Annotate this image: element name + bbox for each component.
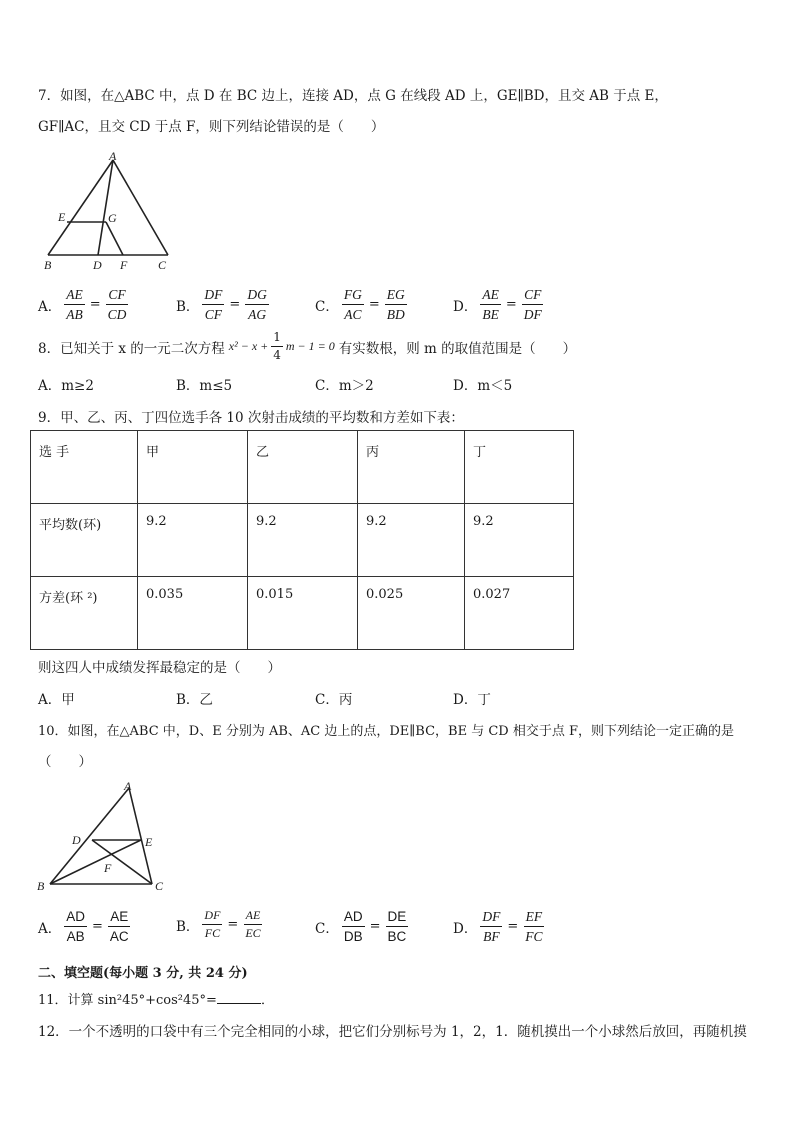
q10-label-e: E (145, 835, 153, 849)
q11-stem: 11．计算 sin²45°+cos²45°= ． (38, 989, 274, 1008)
q7-label-f: F (120, 258, 128, 272)
q8-option-c[interactable]: C．m＞2 (315, 378, 374, 394)
q9-score-table (30, 430, 574, 650)
q7-label-e: E (58, 210, 66, 224)
q7-line1: 7．如图，在△ABC 中，点 D 在 BC 边上，连接 AD，点 G 在线段 AD 上，GE∥BD，且交 AB 于点 E， (38, 88, 668, 104)
q10-triangle-figure (34, 778, 174, 896)
table-header-cell: 丁 (465, 431, 574, 504)
q9-option-b[interactable]: B．乙 (176, 692, 213, 708)
q9-option-c[interactable]: C．丙 (315, 692, 353, 708)
q7-label-a: A (109, 150, 117, 163)
table-header-cell: 选 手 (31, 431, 138, 504)
table-cell: 9.2 (138, 504, 248, 577)
q7-label-d: D (93, 258, 102, 272)
table-row (31, 504, 574, 577)
q7-label-c: C (158, 258, 167, 272)
q12-stem: 12．一个不透明的口袋中有三个完全相同的小球，把它们分别标号为 1，2，1．随机摸出一个小球然后放回，再随机摸 (38, 1024, 747, 1040)
q7-option-a[interactable]: A． $\frac{AE}{AB}$ = $\frac{CF}{CD}$ (38, 287, 127, 322)
q8-option-d[interactable]: D．m＜5 (453, 378, 513, 394)
table-cell: 9.2 (358, 504, 465, 577)
q7-label-g: G (108, 211, 117, 225)
q8-stem: 8．已知关于 x 的一元二次方程 x² − x + $\frac{1}{4}$ m − 1 = 0 有实数根，则 m 的取值范围是（ ） (38, 330, 577, 362)
q7-line2: GF∥AC，且交 CD 于点 F，则下列结论错误的是（ ） (38, 119, 385, 135)
q10-label-b: B (37, 879, 45, 893)
q7-option-d[interactable]: D． $\frac{AE}{BE}$ = $\frac{CF}{DF}$ (453, 287, 542, 322)
q10-label-f: F (104, 861, 112, 875)
q10-line2: （ ） (38, 754, 92, 770)
table-header-row (31, 431, 574, 504)
q10-option-a[interactable]: A． $\frac{AD}{AB}$ = $\frac{AE}{AC}$ (38, 909, 129, 944)
q10-label-a: A (124, 779, 132, 793)
q7-triangle-figure (40, 150, 180, 275)
table-header-cell: 甲 (138, 431, 248, 504)
q7-option-b[interactable]: B． $\frac{DF}{CF}$ = $\frac{DG}{AG}$ (176, 287, 267, 322)
table-row (31, 577, 574, 650)
q10-option-d[interactable]: D． $\frac{DF}{BF}$ = $\frac{EF}{FC}$ (453, 909, 543, 944)
table-cell: 0.025 (358, 577, 465, 650)
q9-option-a[interactable]: A．甲 (38, 692, 75, 708)
q10-option-b[interactable]: B． $\frac{DF}{FC}$ = $\frac{AE}{EC}$ (176, 908, 261, 940)
table-cell: 9.2 (248, 504, 358, 577)
table-header-cell: 丙 (358, 431, 465, 504)
q7-option-c[interactable]: C． $\frac{FG}{AC}$ = $\frac{EG}{BD}$ (315, 287, 405, 322)
q10-line1: 10．如图，在△ABC 中，D、E 分别为 AB、AC 边上的点，DE∥BC，BE 与 CD 相交于点 F，则下列结论一定正确的是 (38, 724, 735, 739)
table-cell: 0.027 (465, 577, 574, 650)
q11-answer-blank[interactable] (217, 989, 261, 1004)
q10-label-d: D (72, 833, 81, 847)
table-cell: 方差(环 ²) (31, 577, 138, 650)
section-title: 二、填空题(每小题 3 分, 共 24 分) (38, 966, 248, 981)
q8-option-b[interactable]: B．m≤5 (176, 378, 233, 394)
table-cell: 9.2 (465, 504, 574, 577)
table-header-cell: 乙 (248, 431, 358, 504)
q10-option-c[interactable]: C． $\frac{AD}{DB}$ = $\frac{DE}{BC}$ (315, 909, 407, 944)
table-cell: 0.015 (248, 577, 358, 650)
q7-label-b: B (44, 258, 52, 272)
q9-intro: 9．甲、乙、丙、丁四位选手各 10 次射击成绩的平均数和方差如下表： (38, 410, 464, 426)
q9-question: 则这四人中成绩发挥最稳定的是（ ） (38, 660, 281, 676)
q10-label-c: C (155, 879, 164, 893)
table-cell: 平均数(环) (31, 504, 138, 577)
table-cell: 0.035 (138, 577, 248, 650)
q8-option-a[interactable]: A．m≥2 (38, 378, 94, 394)
q9-option-d[interactable]: D．丁 (453, 692, 491, 708)
